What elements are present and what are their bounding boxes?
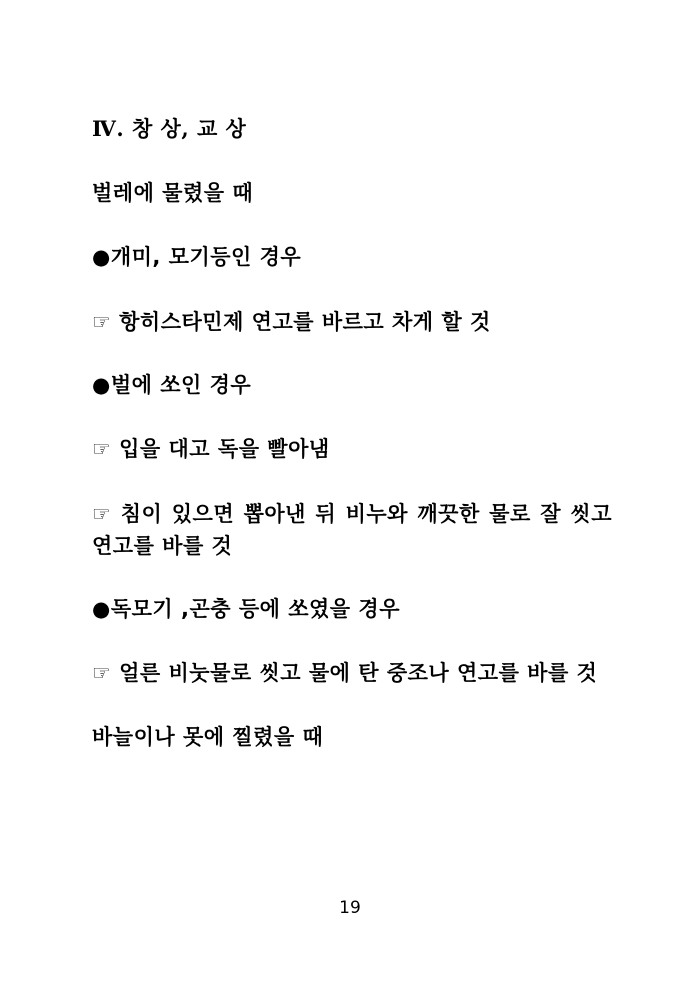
page-number: 19 <box>339 898 361 918</box>
item-bee-sting: ●벌에 쏘인 경우 <box>92 373 252 397</box>
instruction-suck-poison: ☞ 입을 대고 독을 빨아냄 <box>92 437 330 461</box>
item-ant-mosquito: ●개미, 모기등인 경우 <box>92 245 302 269</box>
section-heading: Ⅳ. 창 상, 교 상 <box>92 116 247 141</box>
instruction-remove-stinger: ☞ 침이 있으면 뽑아낸 뒤 비누와 깨끗한 물로 잘 씻고 연고를 바를 것 <box>92 502 612 558</box>
instruction-antihistamine: ☞ 항히스타민제 연고를 바르고 차게 할 것 <box>92 310 491 334</box>
instruction-ice-soap: ☞ 얼른 비눗물로 씻고 물에 탄 중조나 연고를 바를 것 <box>92 661 598 685</box>
subheading-needle-puncture: 바늘이나 못에 찔렸을 때 <box>92 725 324 749</box>
subheading-insect-bites: 벌레에 물렸을 때 <box>92 181 254 205</box>
item-poison-insect: ●독모기 ,곤충 등에 쏘였을 경우 <box>92 597 400 621</box>
